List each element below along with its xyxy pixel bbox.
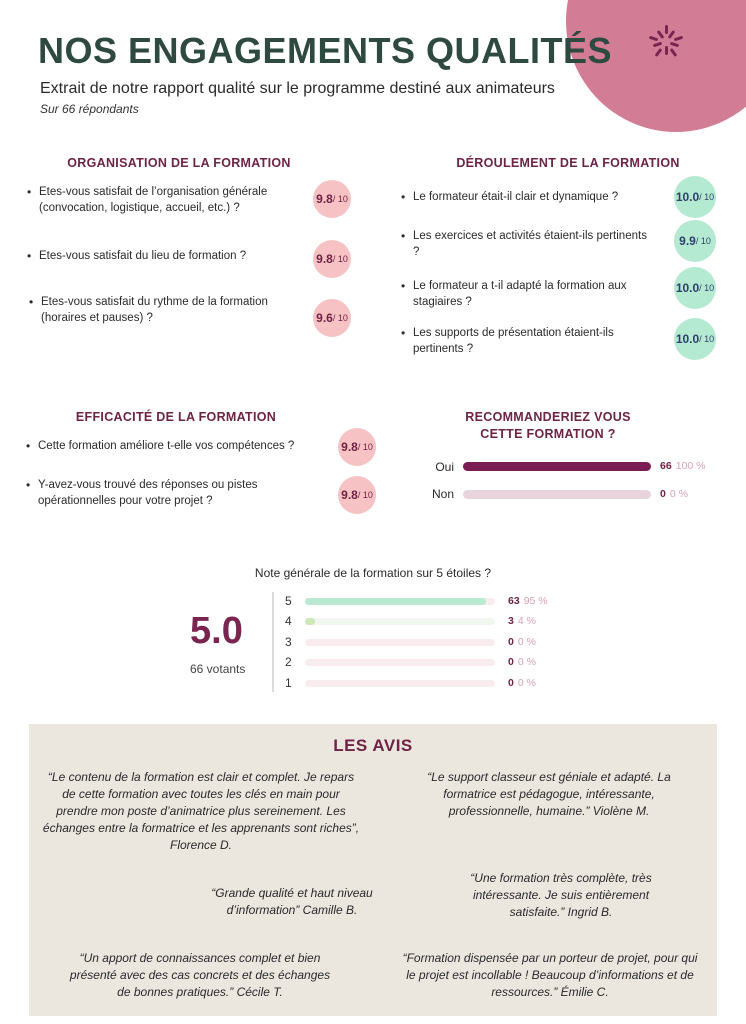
rating-count: 63 95 % bbox=[508, 595, 548, 607]
question-supports-pertinents: • Les supports de présentation étaient-ils pertinents ? bbox=[413, 325, 653, 357]
sprig-leaf bbox=[670, 42, 679, 48]
question-rythme-formation: • Etes-vous satisfait du rythme de la formation (horaires et pauses) ? bbox=[41, 294, 303, 326]
sprig-icon bbox=[646, 22, 686, 62]
recommend-label-oui: Oui bbox=[435, 460, 454, 474]
section-title-deroulement: DÉROULEMENT DE LA FORMATION bbox=[456, 156, 680, 170]
sprig-leaf bbox=[665, 25, 668, 34]
rating-level: 3 bbox=[285, 635, 292, 649]
sprig-leaf bbox=[649, 35, 658, 41]
review-quote: “Formation dispensée par un porteur de projet, pour qui le projet est incollable ! Beaucoup d’informations et de ressources.” Émilie C. bbox=[402, 951, 698, 999]
score-badge: 9.9 / 10 bbox=[674, 220, 716, 262]
rating-track bbox=[305, 659, 495, 666]
sprig-leaf bbox=[653, 42, 662, 48]
page-subtitle: Extrait de notre rapport qualité sur le programme destiné aux animateurs bbox=[40, 80, 555, 97]
sprig-leaf bbox=[673, 35, 682, 41]
rating-count: 0 0 % bbox=[508, 636, 536, 648]
score-badge: 10.0 / 10 bbox=[674, 176, 716, 218]
section-title-recommandation: RECOMMANDERIEZ VOUS CETTE FORMATION ? bbox=[465, 410, 631, 441]
rating-level: 5 bbox=[285, 594, 292, 608]
rating-fill bbox=[305, 618, 315, 625]
stars-question: Note générale de la formation sur 5 étoiles ? bbox=[254, 566, 492, 580]
sprig-leaf bbox=[670, 48, 678, 57]
question-exercices-pertinents: • Les exercices et activités étaient-ils pertinents ? bbox=[413, 228, 653, 260]
review-quote: “Une formation très complète, très intéressante. Je suis entièrement satisfaite.” Ingrid B. bbox=[470, 871, 652, 919]
score-badge: 9.8 / 10 bbox=[338, 428, 376, 466]
question-lieu-formation: • Etes-vous satisfait du lieu de formation ? bbox=[39, 248, 301, 264]
recommend-track-oui bbox=[463, 462, 651, 471]
score-badge: 9.8 / 10 bbox=[313, 180, 351, 218]
question-formation-adaptee: • Le formateur a t-il adapté la formation aux stagiaires ? bbox=[413, 278, 669, 310]
respondents-note: Sur 66 répondants bbox=[40, 102, 139, 116]
review-quote: “Un apport de connaissances complet et bien présenté avec des cas concrets et des échanges de bonnes pratiques.” Cécile T. bbox=[69, 951, 331, 999]
review-quote: “Grande qualité et haut niveau d’information” Camille B. bbox=[211, 886, 373, 917]
recommend-bar-oui bbox=[463, 462, 651, 471]
section-title-efficacite: EFFICACITÉ DE LA FORMATION bbox=[75, 410, 277, 424]
rating-track bbox=[305, 680, 495, 687]
page-title: NOS ENGAGEMENTS QUALITÉS bbox=[38, 30, 613, 71]
question-organisation-generale: • Etes-vous satisfait de l’organisation générale (convocation, logistique, accueil, etc.) ? bbox=[39, 184, 301, 216]
score-badge: 10.0 / 10 bbox=[674, 318, 716, 360]
rating-count: 3 4 % bbox=[508, 615, 536, 627]
divider bbox=[272, 592, 274, 692]
recommend-track-non bbox=[463, 490, 651, 499]
question-reponses-pistes: • Y-avez-vous trouvé des réponses ou pistes opérationnelles pour votre projet ? bbox=[38, 477, 318, 509]
score-badge: 10.0 / 10 bbox=[674, 267, 716, 309]
sprig-leaf bbox=[657, 30, 665, 39]
score-badge: 9.8 / 10 bbox=[313, 240, 351, 278]
section-title-organisation: ORGANISATION DE LA FORMATION bbox=[67, 156, 291, 170]
rating-level: 4 bbox=[285, 614, 292, 628]
rating-track bbox=[305, 598, 495, 605]
score-badge: 9.6 / 10 bbox=[313, 299, 351, 337]
rating-level: 1 bbox=[285, 676, 292, 690]
question-competences: • Cette formation améliore t-elle vos compétences ? bbox=[38, 438, 334, 454]
rating-track bbox=[305, 618, 495, 625]
review-quote: “Le contenu de la formation est clair et complet. Je repars de cette formation avec toutes les clés en main pour prendre mon poste d’animatrice plus sereinement. Les échanges entre la formatrice et les apprenants sont riches”, Florence D. bbox=[42, 770, 360, 852]
recommend-count-oui: 66 100 % bbox=[660, 460, 706, 472]
rating-count: 0 0 % bbox=[508, 677, 536, 689]
score-badge: 9.8 / 10 bbox=[338, 476, 376, 514]
rating-level: 2 bbox=[285, 655, 292, 669]
recommend-label-non: Non bbox=[431, 487, 454, 501]
sprig-leaf bbox=[665, 46, 668, 55]
sprig-leaf bbox=[655, 48, 663, 57]
rating-track bbox=[305, 639, 495, 646]
voters-count: 66 votants bbox=[190, 662, 246, 676]
question-formateur-clair: • Le formateur était-il clair et dynamique ? bbox=[413, 189, 669, 205]
rating-count: 0 0 % bbox=[508, 656, 536, 668]
average-rating: 5.0 bbox=[190, 610, 243, 652]
recommend-count-non: 0 0 % bbox=[660, 488, 688, 500]
rating-fill bbox=[305, 598, 486, 605]
review-quote: “Le support classeur est géniale et adapté. La formatrice est pédagogue, intéressante, professionnelle, humaine.” Violène M. bbox=[427, 770, 671, 818]
reviews-title: LES AVIS bbox=[333, 736, 413, 755]
